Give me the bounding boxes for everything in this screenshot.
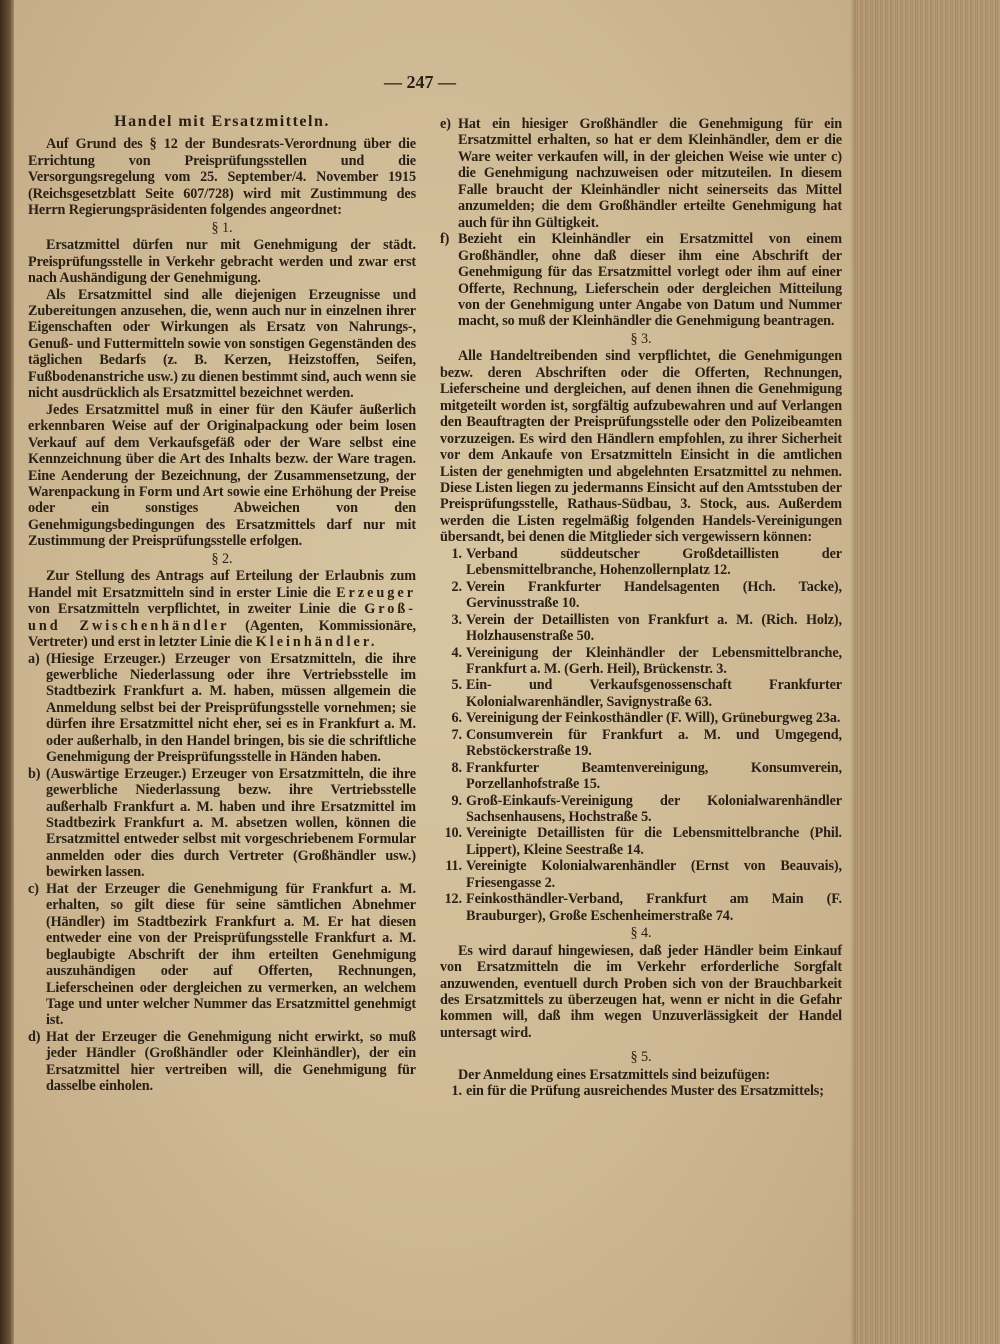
list-item xyxy=(28,766,416,881)
item-text: Vereinigung der Feinkosthändler (F. Will), Grüneburgweg 23a. xyxy=(466,710,841,727)
item-number: 7. xyxy=(451,726,462,743)
paragraph: Jedes Ersatzmittel muß in einer für den Käufer äußerlich erkennbaren Weise auf der Originalpackung oder beim losen Verkauf auf dem Verkaufsgefäß oder der Ware selbst eine Kennzeichnung über die Art des Inhalts bezw. der Ware tragen. Eine Aenderung der Bezeichnung, der Zusammensetzung, der Warenpackung in Form und Art sowie eine Erhöhung der Preise oder ein sonstiges Abweichen von den Genehmigungsbedingungen des Ersatzmittels darf nur mit Zustimmung der Preisprüfungsstelle erfolgen. xyxy=(28,401,416,550)
item-text: Consumverein für Frankfurt a. M. und Umgegend, Rebstöckerstraße 19. xyxy=(466,726,842,760)
item-text: Verein der Detaillisten von Frankfurt a. M. (Rich. Holz), Holzhausenstraße 50. xyxy=(466,611,842,645)
right-column xyxy=(440,116,842,1100)
text: von Ersatzmitteln verpflichtet, in zweiter Linie die xyxy=(28,601,357,618)
list-item xyxy=(440,231,842,330)
association-item xyxy=(440,825,842,858)
item-label: a) xyxy=(28,650,40,667)
item-number: 1. xyxy=(451,545,462,562)
association-item xyxy=(440,891,842,924)
item-number: 12. xyxy=(444,891,462,908)
association-item xyxy=(440,710,842,726)
item-label: c) xyxy=(28,880,39,897)
association-item xyxy=(440,760,842,793)
association-item xyxy=(440,677,842,710)
association-item xyxy=(440,727,842,760)
item-text: Hat der Erzeuger die Genehmigung für Frankfurt a. M. erhalten, so gilt diese für seine sämtlichen Abnehmer (Händler) im Stadtbezirk Frankfurt a. M. Er hat diesen entweder eine von der Preisprüfungsstelle Frankfurt a. M. beglaubigte Abschrift der ihm erteilten Genehmigung auszuhändigen oder auf Offerten, Rechnungen, Lieferscheinen oder dergleichen zu vermerken, an welchem Tage und unter welcher Nummer das Ersatzmittel genehmigt ist. xyxy=(46,880,416,1029)
item-label: b) xyxy=(28,765,41,782)
item-number: 11. xyxy=(445,858,462,875)
item-text: Hat ein hiesiger Großhändler die Genehmigung für ein Ersatzmittel erhalten, so hat er dem Kleinhändler, dem er die Ware weiter verkaufen will, in der gleichen Weise wie unter c) die Genehmigung nachzuweisen oder mitzuteilen. In diesem Falle braucht der Kleinhändler nicht seinerseits das Mittel anzumelden; die dem Großhändler erteilte Genehmigung hat auch für ihn Gültigkeit. xyxy=(458,116,842,231)
association-item xyxy=(440,579,842,612)
item-text: Vereinigte Detaillisten für die Lebensmittelbranche (Phil. Lippert), Kleine Seestraße 14. xyxy=(466,825,842,858)
item-number: 5. xyxy=(451,677,462,694)
book-binding xyxy=(0,0,14,1344)
item-number: 1. xyxy=(451,1083,462,1100)
association-item xyxy=(440,645,842,678)
association-item xyxy=(440,546,842,579)
item-label: e) xyxy=(440,116,451,132)
item-number: 8. xyxy=(451,759,462,776)
paragraph: Alle Handeltreibenden sind verpflichtet, die Genehmigungen bezw. deren Abschriften oder die Offerten, Rechnungen, Lieferscheine und dergleichen, auf denen ihnen die Genehmigung mitgeteilt worden ist, sorgfältig aufzubewahren und auf Verlangen den Beauftragten der Preisprüfungsstelle oder den Polizeibeamten vorzuzeigen. Es wird den Händlern empfohlen, zu ihrer Sicherheit vor dem Ankaufe von Ersatzmitteln Einsicht in die amtlichen Listen der genehmigten und abgelehnten Ersatzmittel zu nehmen. Diese Listen liegen zu jedermanns Einsicht auf den Amtsstuben der Preisprüfungsstelle, Rathaus-Südbau, 3. Stock, aus. Außerdem werden die Listen regelmäßig folgenden Handels-Vereinigungen übersandt, bei denen die Mitglieder sich vergewissern können: xyxy=(440,348,842,546)
section-heading-1: § 1. xyxy=(211,219,233,236)
item-number: 9. xyxy=(451,792,462,809)
list-item xyxy=(28,651,416,766)
paragraph xyxy=(28,568,416,650)
emphasis: Groß- und Zwischenhändler xyxy=(28,601,416,634)
list-item xyxy=(28,881,416,1029)
item-number: 2. xyxy=(451,578,462,595)
item-text: Hat der Erzeuger die Genehmigung nicht erwirkt, so muß jeder Händler (Großhändler oder Kleinhändler), der ein Ersatzmittel hier vertreiben will, die Genehmigung für dasselbe einholen. xyxy=(46,1028,416,1095)
item-number: 3. xyxy=(451,611,462,628)
item-label: d) xyxy=(28,1028,41,1045)
section-heading-2: § 2. xyxy=(211,550,233,567)
page-number: — 247 — xyxy=(384,72,456,92)
item-text: Vereinigung der Kleinhändler der Lebensmittelbranche, Frankfurt a. M. (Gerh. Heil), Brückenstr. 3. xyxy=(466,644,842,677)
article-title: Handel mit Ersatzmitteln. xyxy=(114,113,330,130)
left-column xyxy=(28,112,416,1095)
text: Zur Stellung des Antrags auf Erteilung der Erlaubnis zum Handel mit Ersatzmitteln sind in erster Linie die xyxy=(28,568,416,601)
item-number: 4. xyxy=(451,644,462,661)
item-text: Ein- und Verkaufsgenossenschaft Frankfurter Kolonialwarenhändler, Savignystraße 63. xyxy=(466,677,842,710)
stacked-page-edges xyxy=(856,0,1000,1344)
paragraph: Es wird darauf hingewiesen, daß jeder Händler beim Einkauf von Ersatzmitteln die im Verkehr erforderliche Sorgfalt anzuwenden, eventuell durch Proben sich von der Brauchbarkeit des Ersatzmittels zu überzeugen hat, wenn er nicht in die Gefahr kommen will, daß ihm wegen Unzuverlässigkeit der Handel untersagt wird. xyxy=(440,942,842,1041)
item-text: ein für die Prüfung ausreichendes Muster des Ersatzmittels; xyxy=(466,1083,824,1100)
item-text: Feinkosthändler-Verband, Frankfurt am Main (F. Brauburger), Große Eschenheimerstraße 74. xyxy=(466,891,842,924)
list-item xyxy=(28,1029,416,1095)
item-text: Verein Frankfurter Handelsagenten (Hch. Tacke), Gervinusstraße 10. xyxy=(466,578,842,612)
paragraph: Ersatzmittel dürfen nur mit Genehmigung der städt. Preisprüfungsstelle in Verkehr gebracht werden und zwar erst nach Aushändigung der Genehmigung. xyxy=(28,237,416,287)
association-item xyxy=(440,612,842,645)
item-text: Verband süddeutscher Großdetaillisten der Lebensmittelbranche, Hohenzollernplatz 12. xyxy=(466,545,842,579)
item-text: (Hiesige Erzeuger.) Erzeuger von Ersatzmitteln, die ihre gewerbliche Niederlassung oder ihre Vertriebsstelle im Stadtbezirk Frankfurt a. M. haben, müssen allgemein die Anmeldung selbst bei der Preisprüfungsstelle vornehmen; sie dürfen ihre Ersatzmittel nicht eher, sei es in Frankfurt a. M. oder außerhalb, in den Handel bringen, bis sie die schriftliche Genehmigung der Preisprüfungsstelle in Händen haben. xyxy=(46,650,416,766)
list-item xyxy=(440,116,842,231)
paragraph: Als Ersatzmittel sind alle diejenigen Erzeugnisse und Zubereitungen anzusehen, die, wenn auch nur in einzelnen ihrer Eigenschaften oder Wirkungen als Ersatz von Nahrungs-, Genuß- und Futtermitteln sowie von sonstigen Gegenständen des täglichen Bedarfs (z. B. Kerzen, Heizstoffen, Seifen, Fußbodenanstriche usw.) zu dienen bestimmt sind, auch wenn sie nicht ausdrücklich als Ersatzmittel bezeichnet werden. xyxy=(28,286,416,402)
item-text: Vereinigte Kolonialwarenhändler (Ernst von Beauvais), Friesengasse 2. xyxy=(466,858,842,891)
text: (Agenten, Kommissionäre, Vertreter) und erst in letzter Linie die xyxy=(28,617,416,651)
item-text: (Auswärtige Erzeuger.) Erzeuger von Ersatzmitteln, die ihre gewerbliche Niederlassung bezw. ihre Vertriebsstelle außerhalb Frankfurt a. M. haben und ihre Ersatzmittel im Stadtbezirk Frankfurt a. M. absetzen wollen, können die Ersatzmittel entweder selbst mit vorgeschriebenem Formular anmelden oder dies durch Vertreter (Großhändler usw.) bewirken lassen. xyxy=(46,765,416,881)
item-label: f) xyxy=(440,231,450,248)
attachment-item xyxy=(440,1083,842,1099)
intro-paragraph: Auf Grund des § 12 der Bundesrats-Verordnung über die Errichtung von Preisprüfungsstellen und die Versorgungsregelung vom 25. September/4. November 1915 (Reichsgesetzblatt Seite 607/728) wird mit Zustimmung des Herrn Regierungspräsidenten folgendes angeordnet: xyxy=(28,136,416,219)
item-number: 10. xyxy=(444,825,462,842)
item-text: Groß-Einkaufs-Vereinigung der Kolonialwarenhändler Sachsenhausens, Hochstraße 5. xyxy=(466,792,842,826)
association-item xyxy=(440,793,842,826)
item-text: Bezieht ein Kleinhändler ein Ersatzmittel von einem Großhändler, ohne daß dieser ihm eine Abschrift der Genehmigung für das Ersatzmittel vorlegt oder ihm auf einer Offerte, Rechnung, Lieferschein oder dergleichen Mitteilung von der Genehmigung unter Angabe von Datum und Nummer macht, so muß der Kleinhändler die Genehmigung beantragen. xyxy=(458,231,842,330)
paragraph: Der Anmeldung eines Ersatzmittels sind beizufügen: xyxy=(458,1066,770,1083)
section-heading-3: § 3. xyxy=(630,330,652,347)
emphasis: Kleinhändler. xyxy=(255,634,378,651)
emphasis: Erzeuger xyxy=(336,584,416,601)
association-item xyxy=(440,858,842,891)
item-text: Frankfurter Beamtenvereinigung, Konsumverein, Porzellanhofstraße 15. xyxy=(466,759,842,793)
item-number: 6. xyxy=(451,710,462,727)
section-heading-4: § 4. xyxy=(630,925,652,942)
section-heading-5: § 5. xyxy=(630,1049,652,1066)
